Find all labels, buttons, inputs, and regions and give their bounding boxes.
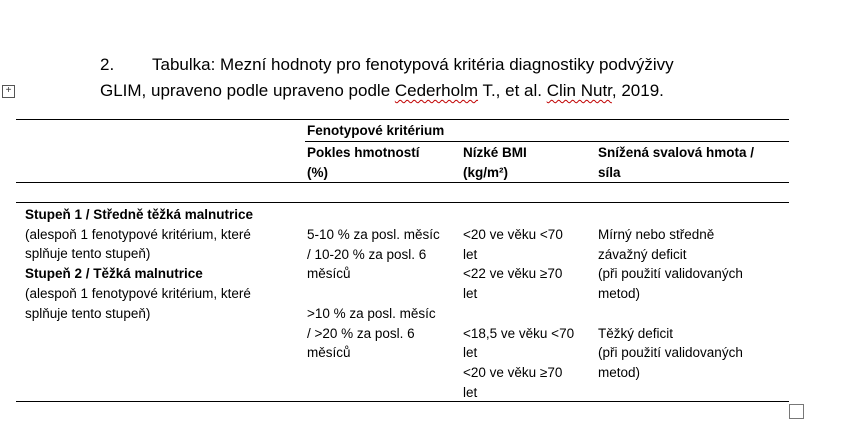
caption-text-mid: T., et al.: [478, 81, 547, 100]
caption-text-end: , 2019.: [611, 81, 664, 100]
grade-1-note-2: splňuje tento stupeň): [25, 246, 151, 262]
group-header: Fenotypové kritérium: [307, 123, 445, 138]
header-bmi: Nízké BMI (kg/m²): [463, 145, 527, 180]
weight-cell: 5-10 % za posl. měsíc / 10-20 % za posl. 6 měsíců >10 % za posl. měsíc / >20 % za posl. 6 měsíců: [307, 227, 440, 361]
grade-1-note-1: (alespoň 1 fenotypové kritérium, které: [25, 226, 251, 242]
caption-author: Cederholm: [394, 81, 479, 100]
header-muscle: Snížená svalová hmota / síla: [598, 145, 755, 180]
table-bottom-rule: [16, 401, 789, 402]
table-caption: [100, 52, 800, 104]
caption-journal: Clin Nutr: [546, 81, 612, 100]
header-weight: Pokles hmotností (%): [307, 145, 420, 180]
caption-number: 2.: [100, 55, 115, 74]
group-header-rule: [305, 141, 789, 142]
header-rule-1: [16, 182, 789, 183]
table-top-rule: [16, 119, 789, 120]
grade-1-title: Stupeň 1 / Středně těžká malnutrice: [25, 207, 254, 222]
grade-2-title: Stupeň 2 / Těžká malnutrice: [25, 266, 203, 282]
grade-2-note-2: splňuje tento stupeň): [25, 305, 151, 321]
grades-cell: [25, 205, 253, 323]
caption-line-1: [100, 52, 800, 78]
header-rule-2: [16, 202, 789, 203]
caption-line-2: [100, 78, 800, 104]
caption-text: GLIM, upraveno podle upraveno podle: [100, 81, 395, 100]
table-resize-handle[interactable]: [789, 404, 804, 419]
muscle-cell: Mírný nebo středně závažný deficit (při použití validovaných metod) Těžký deficit (při použití validovaných metod): [598, 227, 743, 380]
caption-title: Tabulka: Mezní hodnoty pro fenotypová kritéria diagnostiky podvýživy: [152, 55, 674, 74]
grade-2-note-1: (alespoň 1 fenotypové kritérium, které: [25, 285, 251, 301]
table-move-handle[interactable]: +: [2, 85, 15, 98]
bmi-cell: <20 ve věku <70 let <22 ve věku ≥70 let <18,5 ve věku <70 let <20 ve věku ≥70 let: [463, 227, 575, 400]
